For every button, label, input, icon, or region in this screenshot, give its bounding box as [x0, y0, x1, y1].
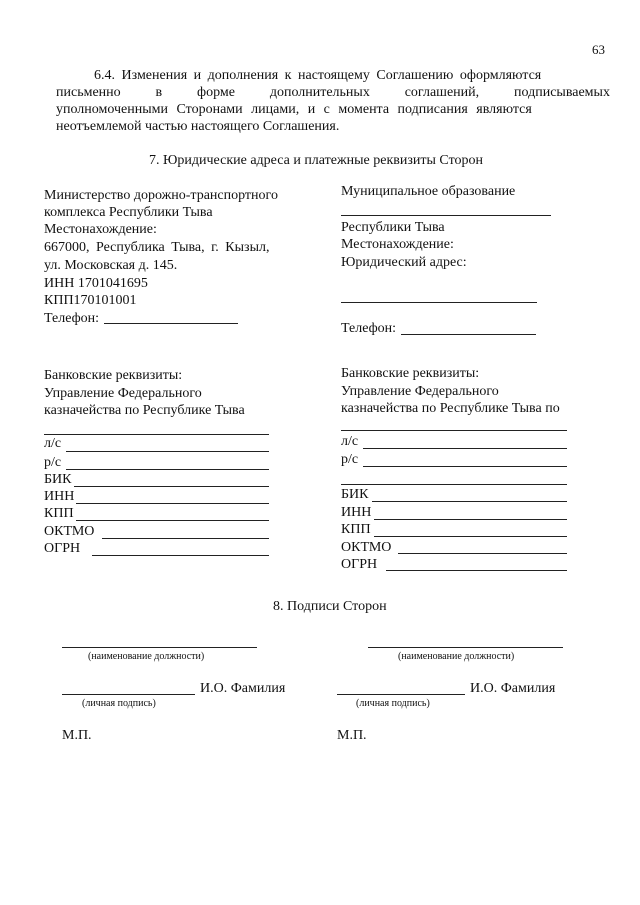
- left-field-label-ogrn: ОГРН: [44, 541, 81, 556]
- right-field-label-oktmo: ОКТМО: [341, 540, 392, 555]
- right-bank-line-1: Управление Федерального: [341, 384, 499, 399]
- left-signature-line: [62, 694, 195, 695]
- left-bank-line-1: Управление Федерального: [44, 386, 202, 401]
- right-bank-extra-line: [341, 430, 567, 431]
- clause-6-4-line-3: уполномоченными Сторонами лицами, и с момента подписания являются: [56, 102, 532, 117]
- clause-word: в: [155, 85, 163, 100]
- left-party-kpp: КПП170101001: [44, 293, 137, 308]
- right-bank-line-2: казначейства по Республике Тыва по: [341, 401, 560, 416]
- right-party-name-line-1: Муниципальное образование: [341, 184, 516, 199]
- right-field-label-ls: л/с: [341, 434, 359, 449]
- right-field-label-rs: р/с: [341, 452, 359, 467]
- left-stamp: М.П.: [62, 728, 92, 743]
- clause-word: письменно: [56, 85, 121, 100]
- right-party-location-label: Местонахождение:: [341, 237, 454, 252]
- right-field-label-inn: ИНН: [341, 505, 372, 520]
- right-field-inn: [374, 519, 567, 520]
- left-field-ls: [66, 451, 269, 452]
- clause-word: подписываемых: [514, 85, 610, 100]
- right-field-bik: [372, 501, 567, 502]
- clause-6-4-line-2: [56, 85, 610, 101]
- clause-word: соглашений,: [404, 85, 480, 100]
- right-name-placeholder: И.О. Фамилия: [470, 681, 556, 696]
- section-8-title: 8. Подписи Сторон: [273, 599, 387, 614]
- left-signature-caption: (личная подпись): [82, 698, 156, 709]
- right-field-ogrn: [386, 570, 567, 571]
- left-party-inn: ИНН 1701041695: [44, 276, 148, 291]
- right-field-label-bik: БИК: [341, 487, 369, 502]
- clause-word: дополнительных: [269, 85, 370, 100]
- left-field-ogrn: [92, 555, 269, 556]
- right-field-label-ogrn: ОГРН: [341, 557, 378, 572]
- right-stamp: М.П.: [337, 728, 367, 743]
- right-field-blank: [341, 484, 567, 485]
- left-field-kpp: [76, 520, 269, 521]
- left-party-name-line-2: комплекса Республики Тыва: [44, 205, 213, 220]
- clause-6-4-line-1: 6.4. Изменения и дополнения к настоящему Соглашению оформляются: [94, 68, 542, 83]
- left-party-address-line-2: ул. Московская д. 145.: [44, 258, 178, 273]
- clause-word: форме: [197, 85, 235, 100]
- left-field-label-kpp: КПП: [44, 506, 74, 521]
- left-bank-label: Банковские реквизиты:: [44, 368, 183, 383]
- left-party-name-line-1: Министерство дорожно-транспортного: [44, 188, 278, 203]
- section-7-title: 7. Юридические адреса и платежные реквизиты Сторон: [149, 153, 484, 168]
- left-party-location-label: Местонахождение:: [44, 222, 157, 237]
- left-field-bik: [74, 486, 269, 487]
- left-party-phone-label: Телефон:: [44, 311, 100, 326]
- left-bank-line-2: казначейства по Республике Тыва: [44, 403, 245, 418]
- left-field-label-oktmo: ОКТМО: [44, 524, 95, 539]
- right-position-line: [368, 647, 563, 648]
- left-field-rs: [66, 469, 269, 470]
- left-field-oktmo: [102, 538, 269, 539]
- right-phone-field: [401, 334, 536, 335]
- left-field-label-bik: БИК: [44, 472, 72, 487]
- right-field-label-kpp: КПП: [341, 522, 371, 537]
- left-phone-field: [104, 323, 238, 324]
- left-name-placeholder: И.О. Фамилия: [200, 681, 286, 696]
- right-field-kpp: [374, 536, 567, 537]
- right-party-name-line-2: Республики Тыва: [341, 220, 445, 235]
- right-party-phone-label: Телефон:: [341, 321, 397, 336]
- right-address-field: [341, 302, 537, 303]
- right-position-caption: (наименование должности): [398, 651, 515, 662]
- clause-6-4-line-4: неотъемлемой частью настоящего Соглашения.: [56, 119, 340, 134]
- right-bank-label: Банковские реквизиты:: [341, 366, 480, 381]
- page-number: 63: [592, 42, 605, 57]
- left-field-label-ls: л/с: [44, 436, 62, 451]
- right-field-oktmo: [398, 553, 567, 554]
- right-signature-line: [337, 694, 465, 695]
- left-position-caption: (наименование должности): [88, 651, 205, 662]
- left-field-inn: [76, 503, 269, 504]
- left-position-line: [62, 647, 257, 648]
- left-field-label-rs: р/с: [44, 455, 62, 470]
- left-party-address-line-1: 667000, Республика Тыва, г. Кызыл,: [44, 240, 270, 255]
- right-signature-caption: (личная подпись): [356, 698, 430, 709]
- left-bank-extra-line: [44, 434, 269, 435]
- right-party-legal-address-label: Юридический адрес:: [341, 255, 467, 270]
- left-field-label-inn: ИНН: [44, 489, 75, 504]
- right-party-name-field: [341, 215, 551, 216]
- right-field-rs: [363, 466, 567, 467]
- right-field-ls: [363, 448, 567, 449]
